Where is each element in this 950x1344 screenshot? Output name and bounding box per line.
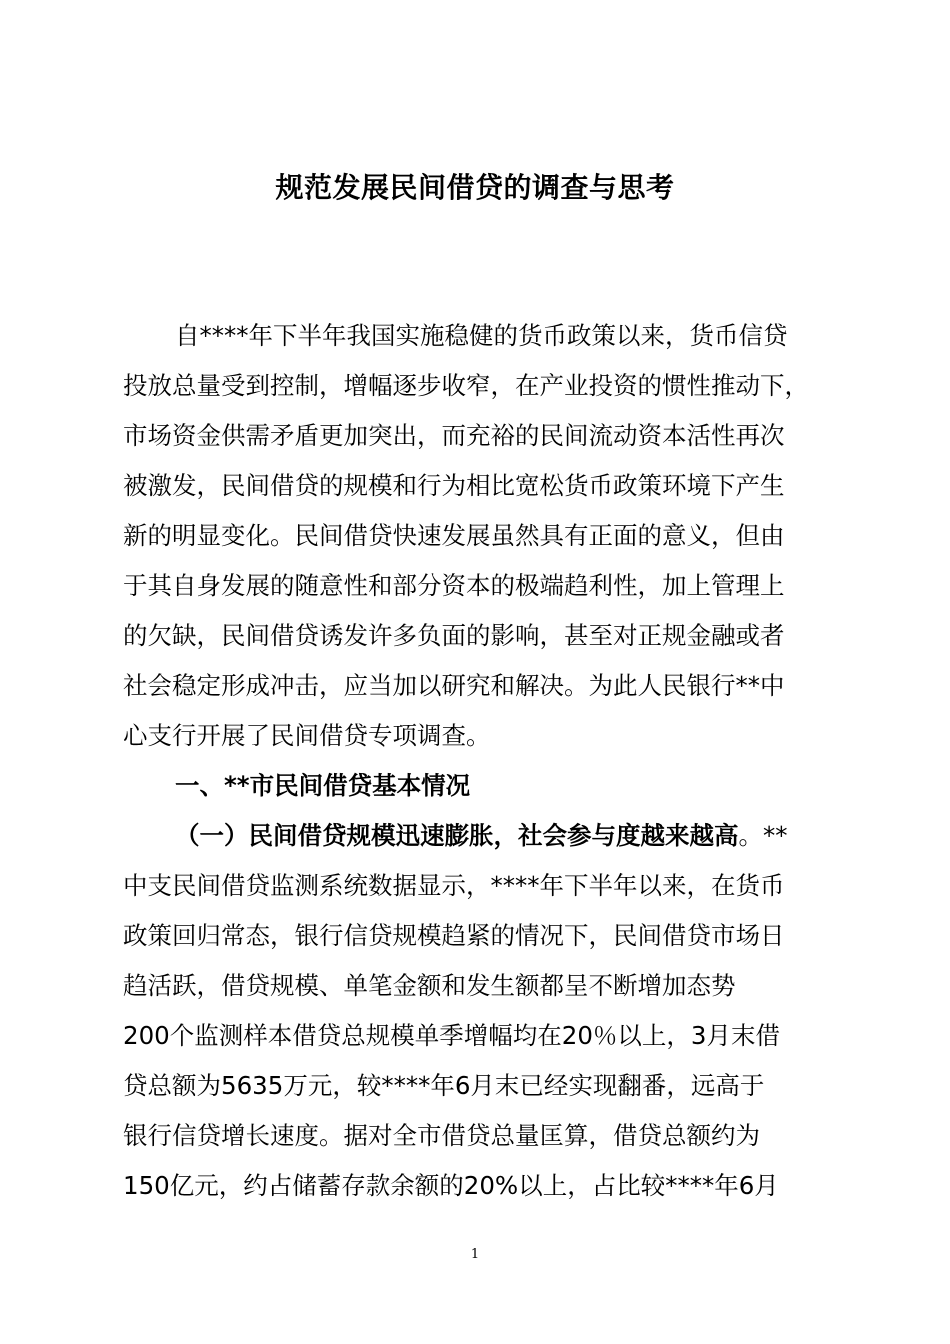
paragraph-line: 趋活跃，借贷规模、单笔金额和发生额都呈不断增加态势 <box>123 971 736 1000</box>
paragraph-line: 150亿元，约占储蓄存款余额的20%以上，占比较****年6月 <box>123 1171 779 1200</box>
paragraph-line: 中支民间借贷监测系统数据显示，****年下半年以来，在货币 <box>123 871 785 900</box>
paragraph-line: 银行信贷增长速度。据对全市借贷总量匡算，借贷总额约为 <box>123 1121 760 1150</box>
paragraph-line: 投放总量受到控制，增幅逐步收窄，在产业投资的惯性推动下， <box>123 371 809 400</box>
paragraph-line: 自****年下半年我国实施稳健的货币政策以来，货币信贷 <box>175 321 788 350</box>
paragraph-line: 贷总额为5635万元，较****年6月末已经实现翻番，远高于 <box>123 1071 765 1100</box>
subsection-heading: （一）民间借贷规模迅速膨胀，社会参与度越来越高 <box>175 821 739 850</box>
paragraph-line: 于其自身发展的随意性和部分资本的极端趋利性，加上管理上 <box>123 571 785 600</box>
subsection-line <box>123 811 833 861</box>
paragraph-line: 心支行开展了民间借贷专项调查。 <box>123 721 491 750</box>
paragraph-line: 被激发，民间借贷的规模和行为相比宽松货币政策环境下产生 <box>123 471 785 500</box>
paragraph-line: 的欠缺，民间借贷诱发许多负面的影响，甚至对正规金融或者 <box>123 621 785 650</box>
paragraph-line: 200个监测样本借贷总规模单季增幅均在20％以上，3月末借 <box>123 1021 781 1050</box>
document-body <box>123 311 833 1211</box>
section-heading: 一、**市民间借贷基本情况 <box>175 771 471 800</box>
paragraph-line: 市场资金供需矛盾更加突出，而充裕的民间流动资本活性再次 <box>123 421 785 450</box>
document-title: 规范发展民间借贷的调查与思考 <box>275 171 675 204</box>
paragraph-line: 政策回归常态，银行信贷规模趋紧的情况下，民间借贷市场日 <box>123 921 785 950</box>
paragraph-line: 新的明显变化。民间借贷快速发展虽然具有正面的意义，但由 <box>123 521 785 550</box>
paragraph-text: 。** <box>738 821 788 850</box>
paragraph-line: 社会稳定形成冲击，应当加以研究和解决。为此人民银行**中 <box>123 671 785 700</box>
page-number: 1 <box>470 1247 480 1262</box>
